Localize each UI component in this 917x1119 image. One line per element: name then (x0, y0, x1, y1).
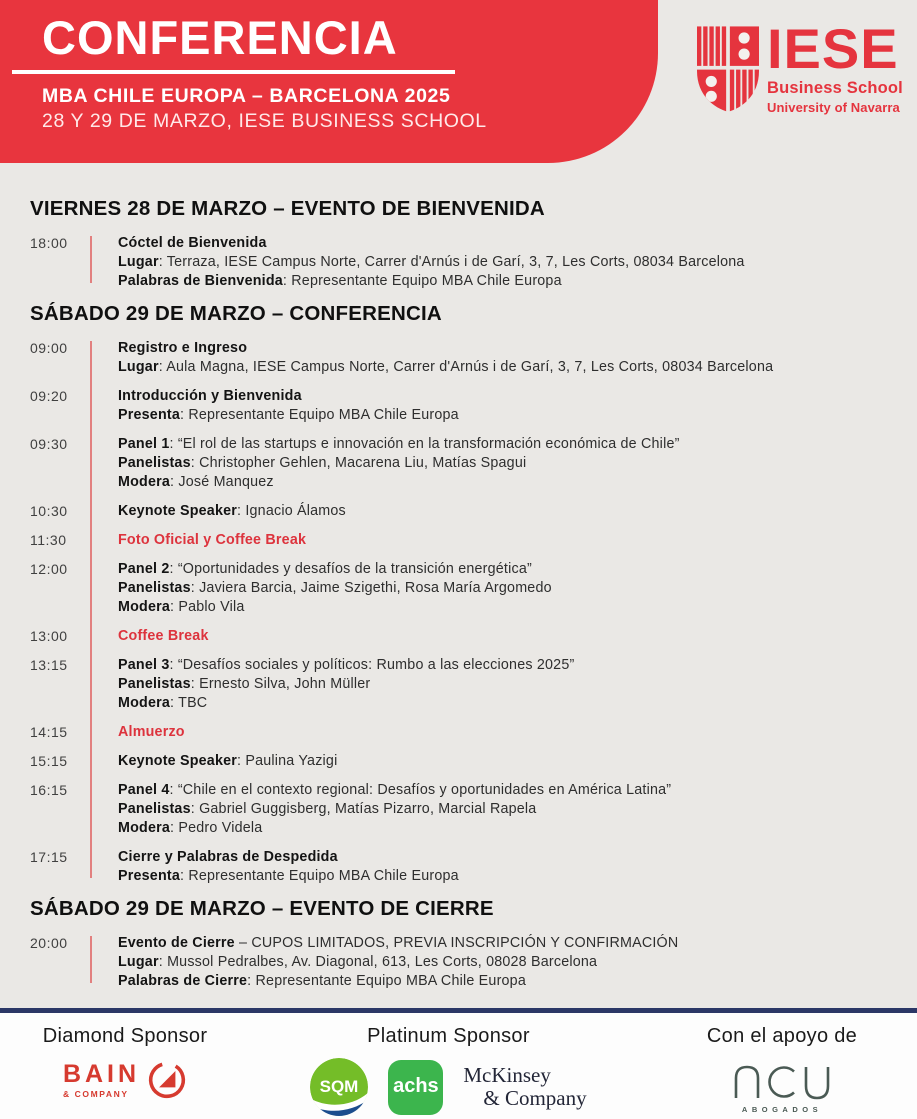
bain-company-line: & COMPANY (62, 1088, 129, 1099)
support-label: Con el apoyo de (706, 1025, 858, 1047)
event-time: 20:00 (30, 935, 68, 951)
event-line (118, 579, 552, 598)
event-content (118, 752, 337, 771)
event-row (30, 781, 897, 838)
event-content (118, 723, 185, 742)
event-row (30, 656, 897, 713)
event-text-bold: Modera (118, 599, 171, 615)
event-text-bold: Panelistas (118, 455, 191, 471)
event-text: : Pablo Vila (170, 599, 245, 615)
event-time: 11:30 (30, 532, 67, 548)
event-time: 09:00 (30, 340, 68, 356)
event-text-bold: Panel 4 (118, 782, 170, 798)
mckinsey-logo (463, 1064, 586, 1110)
event-content (118, 656, 574, 713)
event-row (30, 848, 897, 886)
event-text: : Representante Equipo MBA Chile Europa (282, 273, 562, 289)
event-row (30, 339, 897, 377)
event-line (118, 675, 574, 694)
event-line (118, 531, 306, 550)
event-line (118, 934, 678, 953)
event-text: : Gabriel Guggisberg, Matías Pizarro, Marcial Rapela (190, 801, 537, 817)
bain-logo (63, 1060, 187, 1100)
event-content (118, 848, 459, 886)
event-text: : Representante Equipo MBA Chile Europa (247, 973, 526, 989)
event-row (30, 723, 897, 742)
iese-university-line: University of Navarra (767, 99, 900, 115)
event-text-bold: Palabras de Cierre (118, 973, 248, 989)
section-timeline-bar (90, 236, 92, 283)
event-time: 09:20 (30, 388, 68, 404)
event-line (118, 752, 337, 771)
event-line (118, 454, 680, 473)
section-title: SÁBADO 29 DE MARZO – CONFERENCIA (30, 302, 442, 325)
event-line (118, 253, 745, 272)
event-row (30, 627, 897, 646)
event-line (118, 598, 552, 617)
event-line (118, 953, 678, 972)
event-line (118, 694, 574, 713)
event-text-bold: Cierre y Palabras de Despedida (118, 849, 338, 865)
event-text: : Paulina Yazigi (237, 753, 338, 769)
page-title: CONFERENCIA (42, 11, 398, 64)
section-events (30, 339, 897, 886)
event-content (118, 339, 773, 377)
section-events (30, 234, 897, 291)
event-line (118, 387, 459, 406)
acu-wordmark (730, 1062, 834, 1102)
event-line (118, 627, 209, 646)
event-text-bold: Lugar (118, 954, 159, 970)
event-content (118, 502, 346, 521)
event-line (118, 972, 678, 991)
event-time: 10:30 (30, 503, 68, 519)
event-content (118, 781, 671, 838)
section-timeline-bar (90, 936, 92, 983)
event-row (30, 435, 897, 492)
event-content (118, 560, 552, 617)
mckinsey-line1: McKinsey (463, 1062, 551, 1087)
event-text: : “Oportunidades y desafíos de la transición energética” (169, 561, 532, 577)
event-time: 15:15 (30, 753, 68, 769)
section-timeline-bar (90, 341, 92, 878)
event-text-bold: Panelistas (118, 580, 191, 596)
event-text-bold: Registro e Ingreso (118, 340, 248, 356)
section-events (30, 934, 897, 991)
event-text: : “Chile en el contexto regional: Desafíos y oportunidades en América Latina” (169, 782, 672, 798)
event-text-bold: Modera (118, 820, 171, 836)
acu-abogados-line: ABOGADOS (741, 1105, 823, 1114)
event-text-bold: Lugar (118, 359, 159, 375)
event-text-bold: Evento de Cierre (118, 935, 235, 951)
section-title: VIERNES 28 DE MARZO – EVENTO DE BIENVENIDA (30, 197, 545, 220)
event-line (118, 723, 185, 742)
event-text-bold: Foto Oficial y Coffee Break (118, 532, 307, 548)
event-row (30, 234, 897, 291)
event-subtitle: MBA CHILE EUROPA – BARCELONA 2025 (42, 85, 451, 107)
event-text-bold: Coffee Break (118, 628, 209, 644)
event-line (118, 800, 671, 819)
event-line (118, 867, 459, 886)
event-line (118, 819, 671, 838)
event-row (30, 934, 897, 991)
event-text-bold: Palabras de Bienvenida (118, 273, 283, 289)
sqm-logo (310, 1058, 368, 1116)
diamond-sponsor-label: Diamond Sponsor (42, 1025, 208, 1047)
event-content (118, 627, 209, 646)
event-time: 12:00 (30, 561, 68, 577)
acu-logo (730, 1062, 834, 1114)
event-text-bold: Panel 1 (118, 436, 170, 452)
platinum-sponsor-label: Platinum Sponsor (367, 1025, 530, 1047)
event-row (30, 752, 897, 771)
event-dates: 28 Y 29 DE MARZO, IESE BUSINESS SCHOOL (42, 110, 487, 132)
event-text-bold: Almuerzo (118, 724, 185, 740)
event-content (118, 234, 745, 291)
sponsors-footer (0, 1008, 917, 1119)
platinum-logos-row (310, 1058, 586, 1116)
event-text: : Representante Equipo MBA Chile Europa (180, 407, 459, 423)
event-text: : Aula Magna, IESE Campus Norte, Carrer d'Arnús i de Garí, 3, 7, Les Corts, 08034 Barcelona (158, 359, 774, 375)
event-text: : Representante Equipo MBA Chile Europa (180, 868, 459, 884)
event-row (30, 531, 897, 550)
event-row (30, 502, 897, 521)
event-text: : Terraza, IESE Campus Norte, Carrer d'Arnús i de Garí, 3, 7, Les Corts, 08034 Barcelona (158, 254, 745, 270)
bain-compass-icon (147, 1060, 187, 1100)
event-text: : José Manquez (170, 474, 274, 490)
event-text-bold: Lugar (118, 254, 159, 270)
event-content (118, 934, 678, 991)
event-text-bold: Keynote Speaker (118, 753, 238, 769)
event-text: : Javiera Barcia, Jaime Szigethi, Rosa María Argomedo (190, 580, 552, 596)
platinum-sponsor-column (250, 1013, 647, 1119)
mckinsey-line2: & Company (483, 1086, 587, 1110)
event-time: 16:15 (30, 782, 68, 798)
event-line (118, 473, 680, 492)
event-text: : Ignacio Álamos (237, 503, 346, 519)
event-text-bold: Introducción y Bienvenida (118, 388, 302, 404)
event-line (118, 272, 745, 291)
event-text: : Pedro Videla (170, 820, 263, 836)
event-row (30, 387, 897, 425)
event-text-bold: Modera (118, 474, 171, 490)
event-time: 17:15 (30, 849, 68, 865)
event-line (118, 781, 671, 800)
event-content (118, 531, 306, 550)
event-line (118, 406, 459, 425)
event-text-bold: Keynote Speaker (118, 503, 238, 519)
event-line (118, 848, 459, 867)
event-time: 18:00 (30, 235, 68, 251)
event-text: : Mussol Pedralbes, Av. Diagonal, 613, Les Corts, 08028 Barcelona (158, 954, 598, 970)
achs-wordmark: achs (393, 1075, 439, 1097)
event-text-bold: Presenta (118, 407, 180, 423)
event-line (118, 502, 346, 521)
event-text: : Ernesto Silva, John Müller (190, 676, 371, 692)
event-line (118, 435, 680, 454)
event-content (118, 435, 680, 492)
event-text-bold: Panel 2 (118, 561, 170, 577)
iese-acronym: IESE (767, 17, 899, 80)
event-line (118, 656, 574, 675)
event-text-bold: Panelistas (118, 676, 191, 692)
event-text-bold: Cóctel de Bienvenida (118, 235, 267, 251)
event-time: 13:00 (30, 628, 68, 644)
event-line (118, 358, 773, 377)
event-line (118, 560, 552, 579)
event-content (118, 387, 459, 425)
support-column (647, 1013, 917, 1119)
event-line (118, 234, 745, 253)
diamond-sponsor-column (0, 1013, 250, 1119)
event-text: – CUPOS LIMITADOS, PREVIA INSCRIPCIÓN Y CONFIRMACIÓN (234, 935, 679, 951)
achs-logo (388, 1060, 443, 1115)
event-text-bold: Modera (118, 695, 171, 711)
event-text-bold: Panelistas (118, 801, 191, 817)
event-text-bold: Presenta (118, 868, 180, 884)
event-text: : TBC (170, 695, 208, 711)
event-text: : Christopher Gehlen, Macarena Liu, Matías Spagui (190, 455, 527, 471)
event-line (118, 339, 773, 358)
event-row (30, 560, 897, 617)
event-time: 09:30 (30, 436, 68, 452)
event-text: : “El rol de las startups e innovación en la transformación económica de Chile” (169, 436, 680, 452)
event-time: 14:15 (30, 724, 68, 740)
event-text-bold: Panel 3 (118, 657, 170, 673)
event-time: 13:15 (30, 657, 68, 673)
sqm-wordmark: SQM (320, 1077, 359, 1096)
section-title: SÁBADO 29 DE MARZO – EVENTO DE CIERRE (30, 897, 494, 920)
iese-school-line: Business School (767, 78, 903, 97)
bain-logo-text (62, 1059, 141, 1099)
bain-name: BAIN (62, 1059, 141, 1088)
event-text: : “Desafíos sociales y políticos: Rumbo a las elecciones 2025” (169, 657, 575, 673)
